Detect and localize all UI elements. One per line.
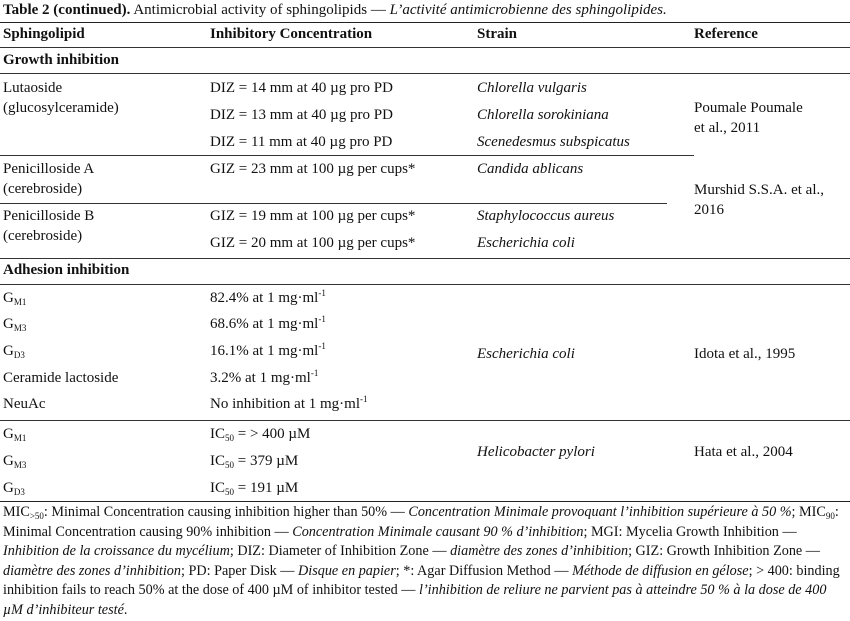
diz-value: DIZ = 13 mm at 40 µg pro PD xyxy=(210,107,393,123)
strain-name: Chlorella vulgaris xyxy=(477,80,587,96)
reference-text: Idota et al., 1995 xyxy=(694,346,796,362)
table-footnote: $MIC_{>50}$: Minimal Concentration causing inhibition higher than 50% — Concentration Minimale provoquant l’inhibition supérieure à 50 %; $MIC_{90}$: Minimal Concentration causing 90% inhibition — Concentration Minimale causant 90 % d’inhibition; MGI: Mycelia Growth Inhibition — Inhibition de la croissance du mycélium; DIZ: Diameter of Inhibition Zone — diamètre des zones d’inhibition; GIZ: Growth Inhibition Zone — diamètre des zones d’inhibition; PD: Paper Disk — Disque en papier; *: Agar Diffusion Method — Méthode de diffusion en gélose; > 400: binding inhibition fails to reach 50% at the dose of 400 µM of inhibitor tested — l’inhibition de reliure ne parvient pas à atteindre 50 % à la dose de 400 µM d’inhibiteur testé. xyxy=(3,504,840,618)
row-rule xyxy=(0,155,694,156)
giz-value: GIZ = 20 mm at 100 µg per cups* xyxy=(210,235,416,251)
section-rule xyxy=(0,73,850,74)
adhesion-value: No inhibition at 1 $mg\cdot ml^{-1}$ xyxy=(210,394,368,412)
ic50-value: $IC_{50} = 191$ µM xyxy=(210,480,299,497)
header-reference: Reference xyxy=(694,26,758,42)
reference-text: Poumale Poumale xyxy=(694,100,803,116)
caption-title-en: Antimicrobial activity of sphingolipids xyxy=(133,2,368,18)
adhesion-value: 82.4% at 1 $mg\cdot ml^{-1}$ xyxy=(210,288,326,306)
reference-text: Murshid S.S.A. et al., xyxy=(694,182,825,198)
strain-name: Escherichia coli xyxy=(477,235,575,251)
table-caption xyxy=(3,0,667,20)
lutaoside-type: (glucosylceramide) xyxy=(3,100,119,116)
ganglioside-name: $G_{M3}$ xyxy=(3,316,27,333)
row-rule xyxy=(0,203,667,204)
ceramide-lactoside-name: Ceramide lactoside xyxy=(3,370,119,386)
diz-value: DIZ = 11 mm at 40 µg pro PD xyxy=(210,134,393,150)
penicilloside-b-type: (cerebroside) xyxy=(3,228,83,244)
penicilloside-a-type: (cerebroside) xyxy=(3,181,83,197)
neuac-name: NeuAc xyxy=(3,396,46,412)
header-rule xyxy=(0,47,850,48)
caption-label: Table 2 (continued). xyxy=(3,2,131,18)
bottom-rule xyxy=(0,501,850,502)
ic50-value: $IC_{50} = 379$ µM xyxy=(210,453,299,470)
strain-name: Candida ablicans xyxy=(477,161,584,177)
top-rule xyxy=(0,22,850,23)
header-concentration: Inhibitory Concentration xyxy=(210,26,373,42)
row-rule xyxy=(0,420,850,421)
strain-name: Escherichia coli xyxy=(477,346,575,362)
reference-text: et al., 2011 xyxy=(694,120,761,136)
ganglioside-name: $G_{D3}$ xyxy=(3,480,25,497)
header-sphingolipid: Sphingolipid xyxy=(3,26,85,42)
strain-name: Helicobacter pylori xyxy=(477,444,595,460)
section-adhesion-inhibition: Adhesion inhibition xyxy=(3,262,130,278)
adhesion-value: 16.1% at 1 $mg\cdot ml^{-1}$ xyxy=(210,341,326,359)
ganglioside-name: $G_{M1}$ xyxy=(3,290,27,307)
penicilloside-a-name: Penicilloside A xyxy=(3,161,95,177)
giz-value: GIZ = 19 mm at 100 µg per cups* xyxy=(210,208,416,224)
lutaoside-name: Lutaoside xyxy=(3,80,63,96)
strain-name: Chlorella sorokiniana xyxy=(477,107,609,123)
diz-value: DIZ = 14 mm at 40 µg pro PD xyxy=(210,80,393,96)
section-rule xyxy=(0,258,850,259)
giz-value: GIZ = 23 mm at 100 µg per cups* xyxy=(210,161,416,177)
adhesion-value: 3.2% at 1 $mg\cdot ml^{-1}$ xyxy=(210,368,319,386)
caption-title-fr: L’activité antimicrobienne des sphingolipides. xyxy=(389,2,667,18)
caption-dash: — xyxy=(370,2,386,18)
ic50-value: $IC_{50}$ = > 400 µM xyxy=(210,426,311,443)
penicilloside-b-name: Penicilloside B xyxy=(3,208,95,224)
reference-text: 2016 xyxy=(694,202,724,218)
strain-name: Staphylococcus aureus xyxy=(477,208,615,224)
adhesion-value: 68.6% at 1 $mg\cdot ml^{-1}$ xyxy=(210,314,326,332)
section-rule xyxy=(0,284,850,285)
ganglioside-name: $G_{M3}$ xyxy=(3,453,27,470)
ganglioside-name: $G_{D3}$ xyxy=(3,343,25,360)
reference-text: Hata et al., 2004 xyxy=(694,444,793,460)
ganglioside-name: $G_{M1}$ xyxy=(3,426,27,443)
header-strain: Strain xyxy=(477,26,518,42)
section-growth-inhibition: Growth inhibition xyxy=(3,52,120,68)
strain-name: Scenedesmus subspicatus xyxy=(477,134,630,150)
